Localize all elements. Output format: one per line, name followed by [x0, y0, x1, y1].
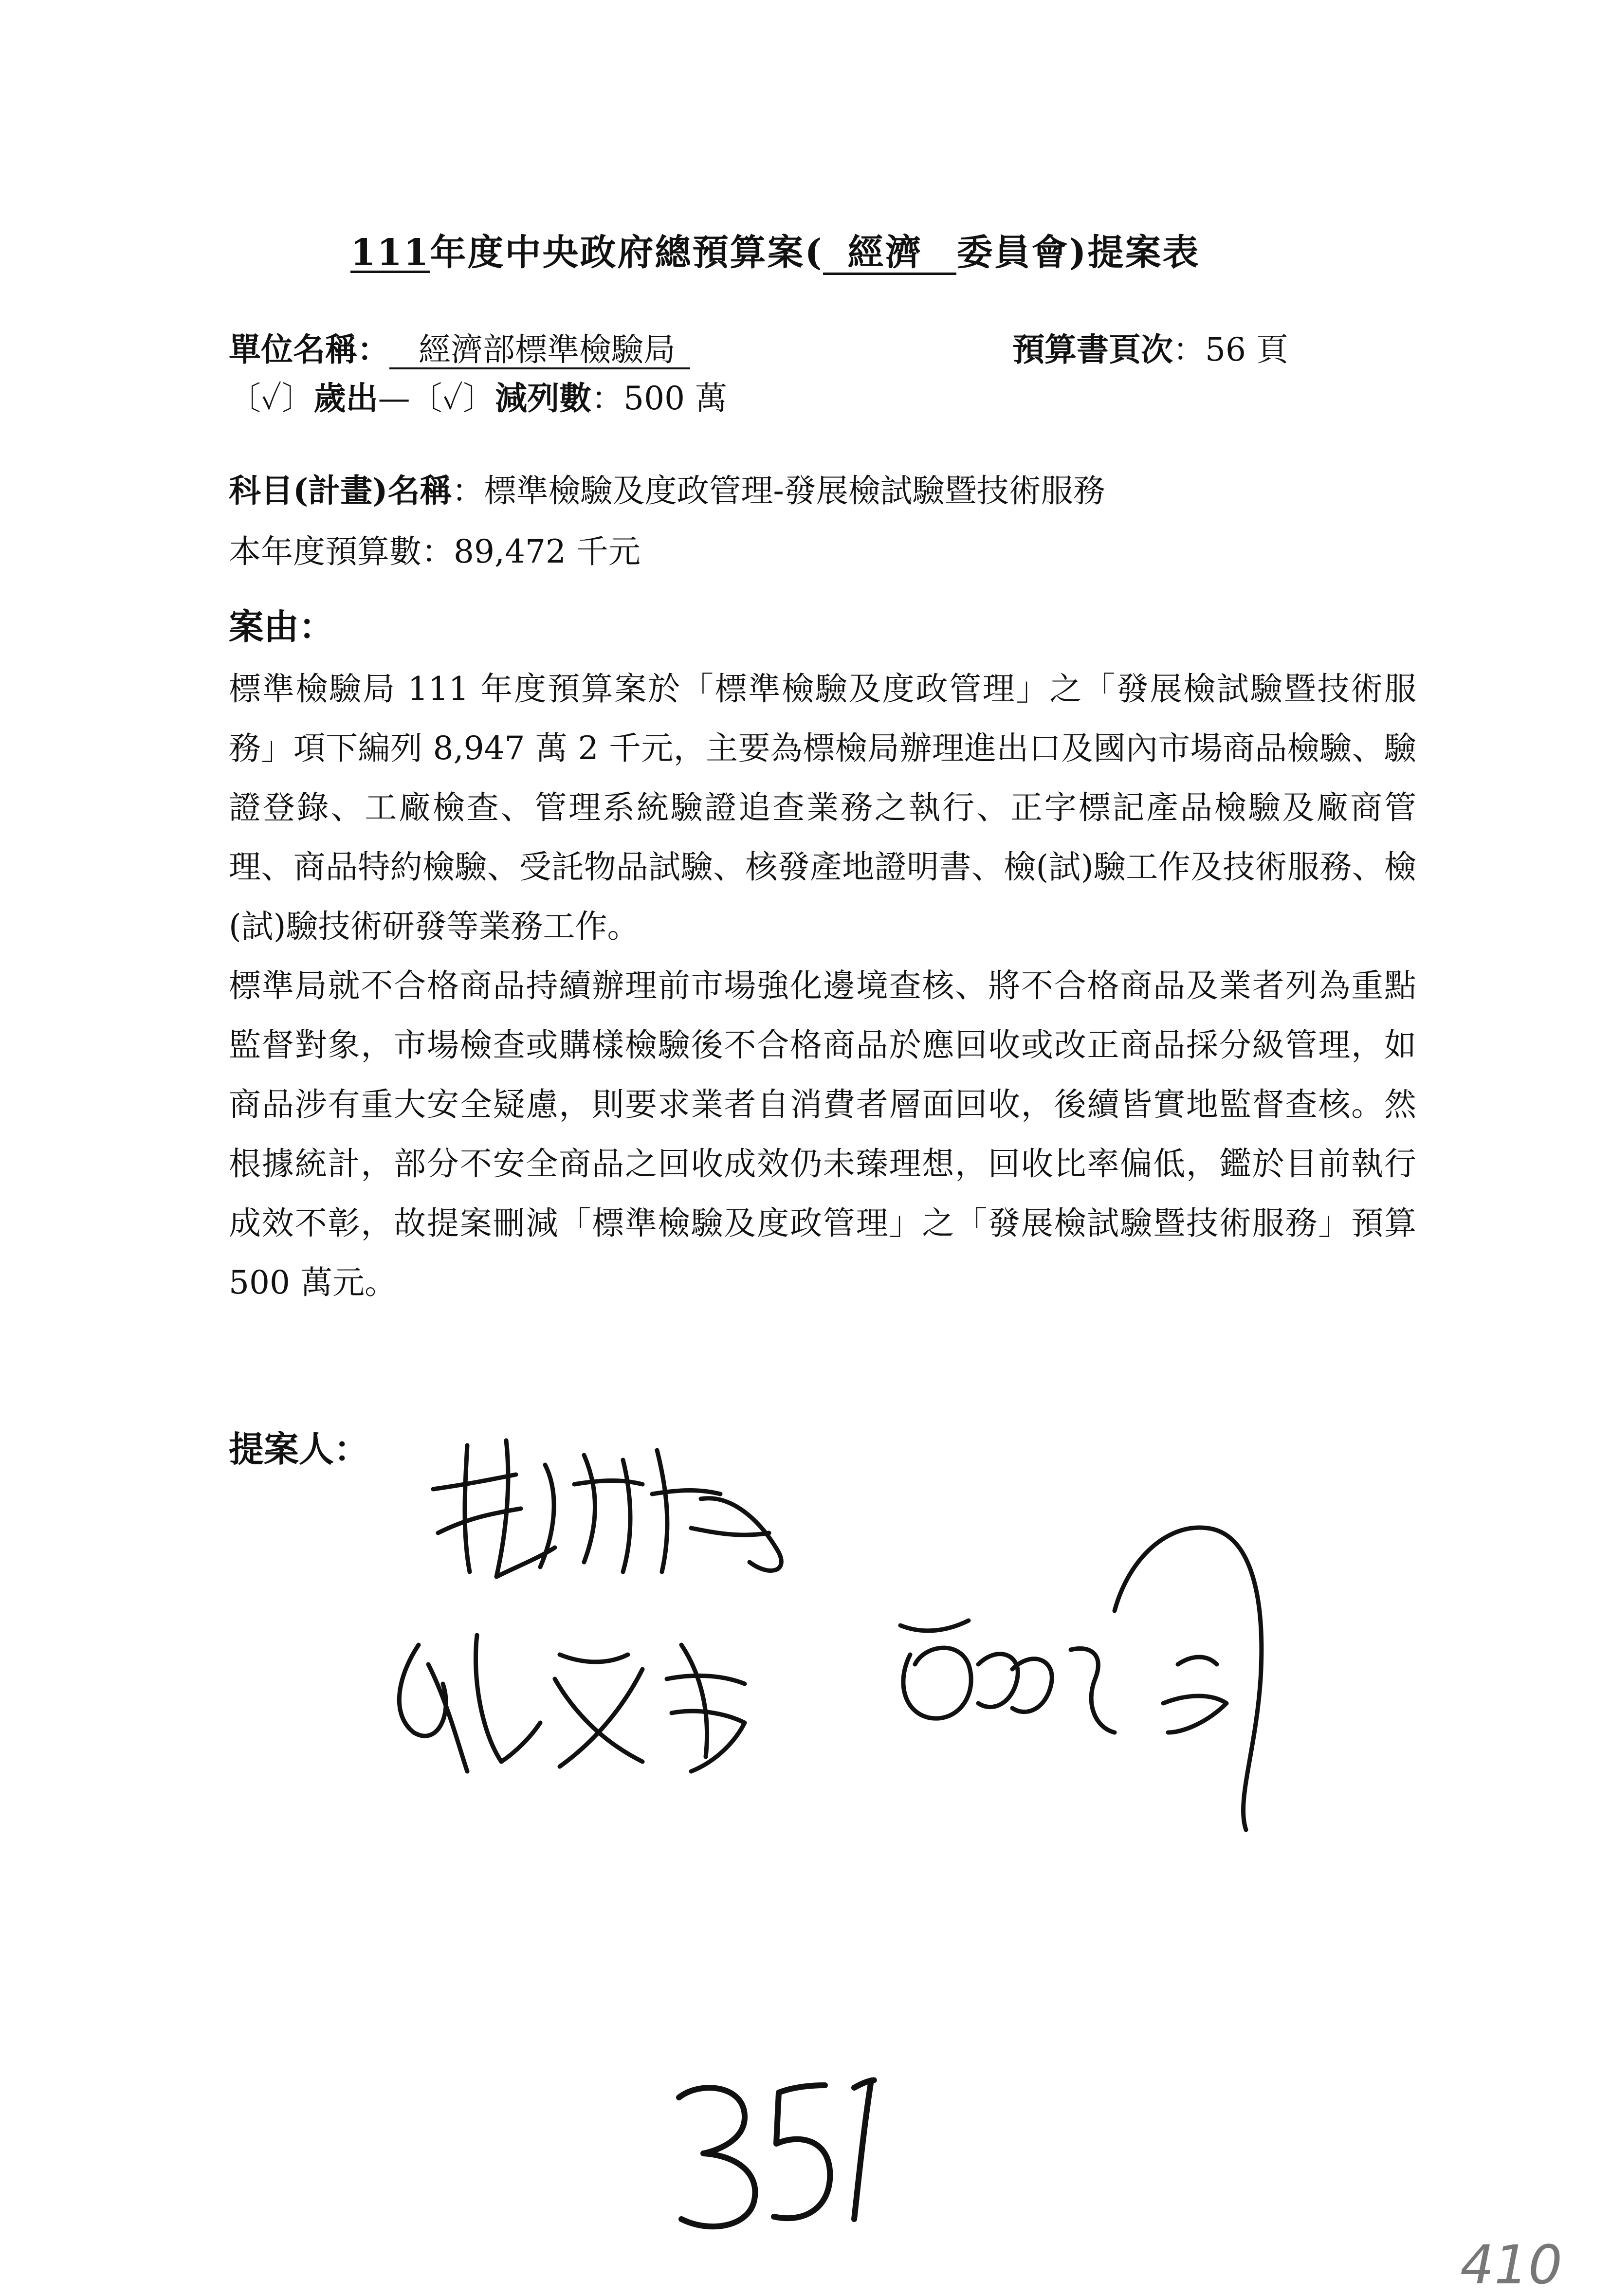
pencil-page-note: 410: [1460, 2234, 1562, 2296]
proposer-label: 提案人：: [229, 1428, 369, 1470]
subject-label: 科目(計畫)名稱: [229, 472, 452, 510]
title-suffix: 委員會)提案表: [956, 232, 1200, 273]
reduction-value: ：500 萬: [591, 380, 728, 417]
reduction-label: 減列數: [495, 379, 592, 417]
signature-2: [399, 1635, 745, 1771]
reason-paragraph: 標準檢驗局 111 年度預算案於「標準檢驗及度政管理」之「發展檢試驗暨技術服務」項下編列 8,947 萬 2 千元，主要為標檢局辦理進出口及國內市場商品檢驗、驗證登錄、工廠檢查、管理系統驗證追查業務之執行、正字標記產品檢驗及廠商管理、商品特約檢驗、受託物品試驗、核發產地證明書、檢(試)驗工作及技術服務、檢(試)驗技術研發等業務工作。: [229, 670, 1416, 945]
unit-value: 經濟部標準檢驗局: [389, 333, 690, 369]
annual-budget-row: 本年度預算數：89,472 千元: [229, 533, 641, 570]
committee-name: 經濟: [823, 235, 956, 275]
page-number-ink: [679, 2080, 874, 2226]
title-prefix: 年度中央政府總預算案(: [430, 232, 824, 273]
unit-label: 單位名稱：: [229, 330, 389, 368]
budget-page-value: ：56 頁: [1173, 331, 1288, 368]
expenditure-label: 歲出: [313, 379, 378, 417]
subject-value: ：標準檢驗及度政管理-發展檢試驗暨技術服務: [452, 472, 1105, 510]
signature-3: [900, 1528, 1262, 1830]
signature-1: [433, 1440, 781, 1577]
budget-page-label: 預算書頁次: [1012, 330, 1173, 368]
checkbox-reduction: 〔✓〕: [410, 380, 495, 417]
reason-heading: 案由：: [229, 606, 334, 647]
checkbox-expenditure: 〔✓〕: [229, 380, 314, 417]
reason-paragraph: 標準局就不合格商品持續辦理前市場強化邊境查核、將不合格商品及業者列為重點監督對象，市場檢查或購樣檢驗後不合格商品於應回收或改正商品採分級管理，如商品涉有重大安全疑慮，則要求業者自消費者層面回收，後續皆實地監督查核。然根據統計，部分不安全商品之回收成效仍未臻理想，回收比率偏低，鑑於目前執行成效不彰，故提案刪減「標準檢驗及度政管理」之「發展檢試驗暨技術服務」預算 500 萬元。: [229, 967, 1416, 1301]
cut-dash: —: [378, 380, 410, 417]
title-year: 111: [350, 232, 430, 273]
